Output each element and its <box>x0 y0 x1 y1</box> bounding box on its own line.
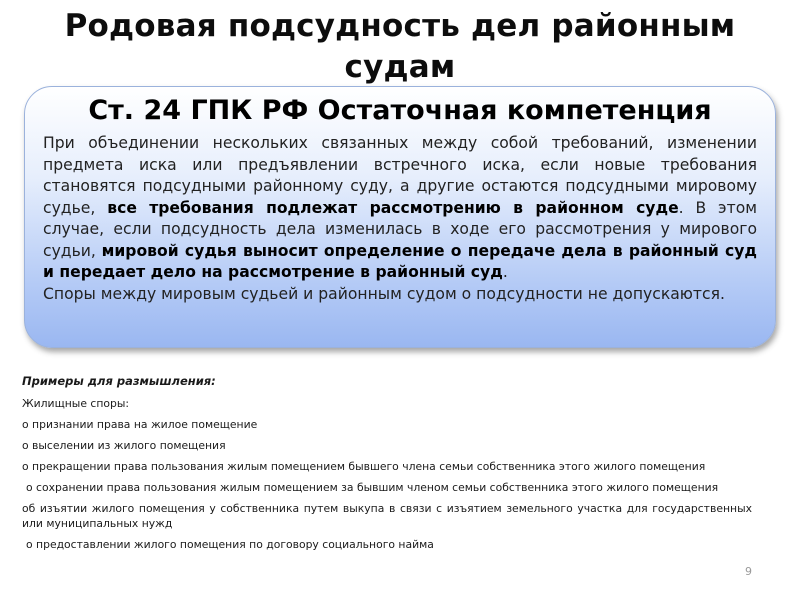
article-box <box>24 86 776 348</box>
examples-heading: Примеры для размышления: <box>22 374 216 388</box>
example-item: о прекращении права пользования жилым помещением бывшего члена семьи собственника этого жилого помещения <box>22 460 706 473</box>
article-paragraph <box>43 133 757 284</box>
article-text-part-1: При объединении нескольких связанных между собой требований, изменении предмета иска или предъявлении встречного иска, если новые требования становятся подсудными районному суду, а другие остаются подсудными мировому судье, <box>43 134 757 217</box>
article-text-part-2: . В этом случае, если подсудность дела изменилась в ходе его рассмотрения у мирового судьи, <box>43 198 758 260</box>
article-emphasis-1: все требования подлежат рассмотрению в районном суде <box>107 198 679 217</box>
example-item: о признании права на жилое помещение <box>22 418 258 431</box>
slide-title: Родовая подсудность дел районным судам <box>64 8 736 85</box>
example-item: о выселении из жилого помещения <box>22 439 226 452</box>
examples-subheading: Жилищные споры: <box>22 397 130 410</box>
article-note: Споры между мировым судьей и районным судом о подсудности не допускаются. <box>43 284 725 303</box>
example-item: об изъятии жилого помещения у собственника путем выкупа в связи с изъятием земельного участка для государственных или муниципальных нужд <box>22 502 752 530</box>
page-number: 9 <box>745 565 752 578</box>
article-heading: Ст. 24 ГПК РФ Остаточная компетенция <box>88 95 712 126</box>
article-text-part-3: . <box>502 263 508 281</box>
example-item: о сохранении права пользования жилым помещением за бывшим членом семьи собственника этого жилого помещения <box>26 481 719 494</box>
examples-section <box>22 374 752 558</box>
example-item: о предоставлении жилого помещения по договору социального найма <box>26 538 434 551</box>
article-emphasis-2: мировой судья выносит определение о передаче дела в районный суд и передает дело на рассмотрение в районный суд <box>43 241 757 281</box>
